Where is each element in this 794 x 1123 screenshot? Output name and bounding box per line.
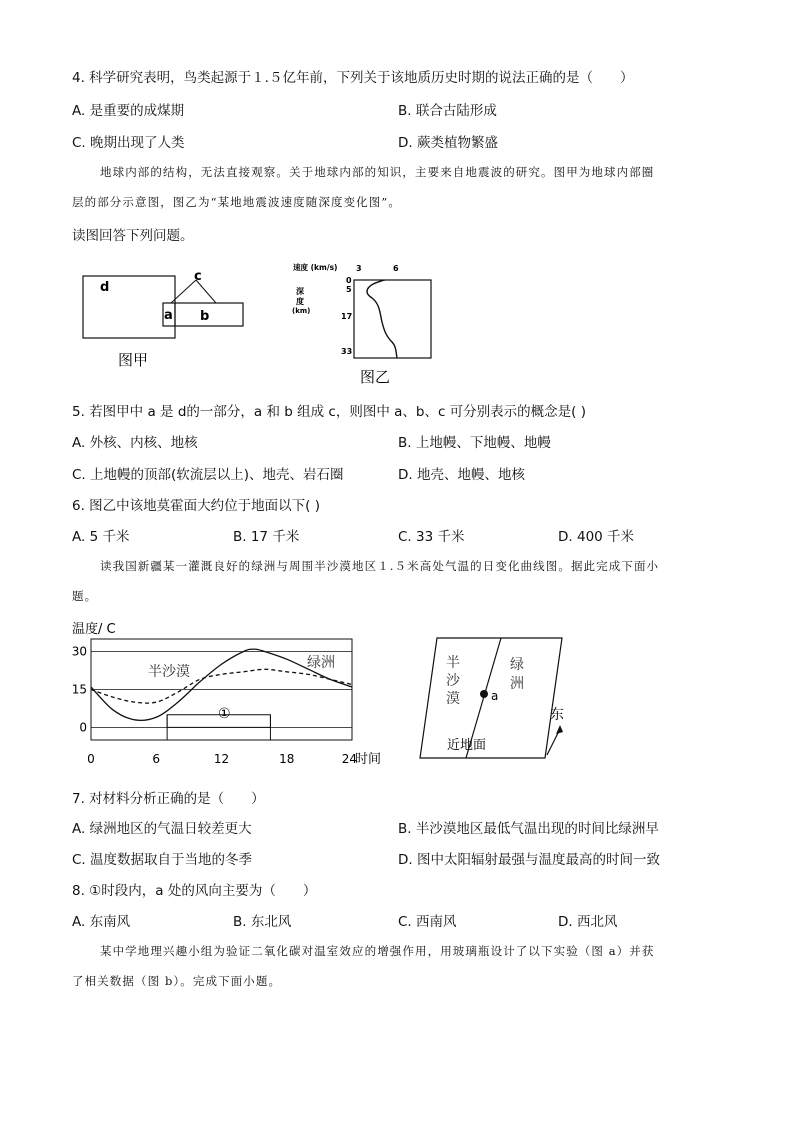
x-tick-0: 0 [87, 752, 95, 766]
q4-option-a: A. 是重要的成煤期 [72, 103, 185, 119]
label-c: c [194, 269, 202, 284]
q6-stem: 6. 图乙中该地莫霍面大约位于地面以下( ) [72, 498, 320, 514]
east-arrowhead [556, 725, 563, 734]
figure-jia [78, 266, 250, 370]
q8-stem: 8. ①时段内，a 处的风向主要为（ ） [72, 883, 317, 899]
depth-tick-17: 17 [341, 312, 353, 321]
x-tick-12: 12 [213, 752, 230, 766]
label-desert: 半沙漠 [148, 664, 190, 680]
q8-option-a: A. 东南风 [72, 914, 131, 930]
intro2-line1: 读我国新疆某一灌溉良好的绿洲与周围半沙漠地区１.５米高处气温的日变化曲线图。据此完成下面小 [100, 559, 660, 573]
depth-label-2: 度 [296, 297, 304, 306]
y-axis-title: 温度/ C [72, 622, 116, 637]
q4-stem: 4. 科学研究表明，鸟类起源于１.５亿年前，下列关于该地质历史时期的说法正确的是（ ） [72, 70, 634, 86]
caption-jia: 图甲 [118, 351, 149, 369]
q4-option-c: C. 晚期出现了人类 [72, 135, 185, 151]
intro3-line2: 了相关数据（图 b）。完成下面小题。 [72, 974, 282, 988]
series-line-oasis [91, 669, 352, 703]
intro1-line1: 地球内部的结构，无法直接观察。关于地球内部的知识，主要来自地震波的研究。图甲为地球内部圈 [100, 165, 655, 179]
y-tick-15: 15 [71, 682, 87, 697]
intro3-line1: 某中学地理兴趣小组为验证二氧化碳对温室效应的增强作用，用玻璃瓶设计了以下实验（图 a）并获 [100, 944, 655, 958]
tick-6: 6 [393, 264, 399, 273]
label-oasis: 绿洲 [307, 655, 335, 671]
surface-label: 近地面 [447, 738, 487, 753]
desert-char-3: 漠 [446, 691, 460, 707]
q5-option-a: A. 外核、内核、地核 [72, 435, 198, 451]
figure-yi [290, 258, 440, 386]
label-d: d [100, 280, 110, 295]
y-tick-0: 0 [79, 720, 87, 735]
intro2-line2: 题。 [72, 589, 98, 603]
q5-option-b: B. 上地幔、下地幔、地幔 [398, 435, 551, 451]
depth-label-1: 深 [296, 287, 304, 296]
caption-yi: 图乙 [360, 368, 391, 386]
box-d [83, 276, 175, 338]
q8-option-d: D. 西北风 [558, 914, 618, 930]
speed-label: 速度 (km/s) [293, 263, 338, 272]
q7-option-d: D. 图中太阳辐射最强与温度最高的时间一致 [398, 852, 660, 868]
intro1-line3: 读图回答下列问题。 [72, 228, 194, 244]
oasis-char-2: 洲 [510, 676, 524, 692]
velocity-curve [367, 280, 397, 358]
depth-tick-0: 0 [346, 276, 352, 285]
point-a [480, 690, 488, 698]
oasis-map [415, 634, 585, 764]
q7-option-c: C. 温度数据取自于当地的冬季 [72, 852, 253, 868]
intro1-line2: 层的部分示意图，图乙为“某地地震波速度随深度变化图”。 [72, 195, 401, 209]
y-tick-30: 30 [71, 644, 87, 659]
x-tick-6: 6 [152, 752, 161, 766]
plot-frame [354, 280, 431, 358]
q4-option-d: D. 蕨类植物繁盛 [398, 135, 498, 151]
depth-label-3: (km) [292, 307, 311, 315]
depth-tick-5: 5 [346, 285, 352, 294]
q8-option-b: B. 东北风 [233, 914, 292, 930]
desert-char-2: 沙 [446, 673, 460, 689]
q6-option-c: C. 33 千米 [398, 529, 465, 545]
period-1-label: ① [218, 706, 231, 722]
depth-tick-33: 33 [341, 347, 353, 356]
east-label: 东 [550, 707, 564, 723]
desert-char-1: 半 [446, 655, 460, 671]
q8-option-c: C. 西南风 [398, 914, 457, 930]
q7-stem: 7. 对材料分析正确的是（ ） [72, 791, 265, 807]
x-tick-18: 18 [279, 752, 295, 766]
tick-3: 3 [356, 264, 362, 273]
q7-option-b: B. 半沙漠地区最低气温出现的时间比绿洲早 [398, 821, 659, 837]
label-b: b [200, 309, 210, 324]
q5-stem: 5. 若图甲中 a 是 d的一部分，a 和 b 组成 c，则图中 a、b、c 可分别表示的概念是( ) [72, 404, 586, 420]
temperature-chart [70, 614, 400, 772]
x-axis-title: 时间 [355, 752, 382, 767]
q7-option-a: A. 绿洲地区的气温日较差更大 [72, 821, 252, 837]
q5-option-d: D. 地壳、地幔、地核 [398, 467, 525, 483]
point-a-label: a [491, 689, 499, 703]
label-a: a [164, 308, 173, 323]
q6-option-b: B. 17 千米 [233, 529, 300, 545]
q5-option-c: C. 上地幔的顶部(软流层以上)、地壳、岩石圈 [72, 467, 344, 483]
q6-option-d: D. 400 千米 [558, 529, 635, 545]
q4-option-b: B. 联合古陆形成 [398, 103, 497, 119]
x-tick-24: 24 [341, 752, 357, 766]
oasis-char-1: 绿 [510, 657, 524, 673]
q6-option-a: A. 5 千米 [72, 529, 130, 545]
